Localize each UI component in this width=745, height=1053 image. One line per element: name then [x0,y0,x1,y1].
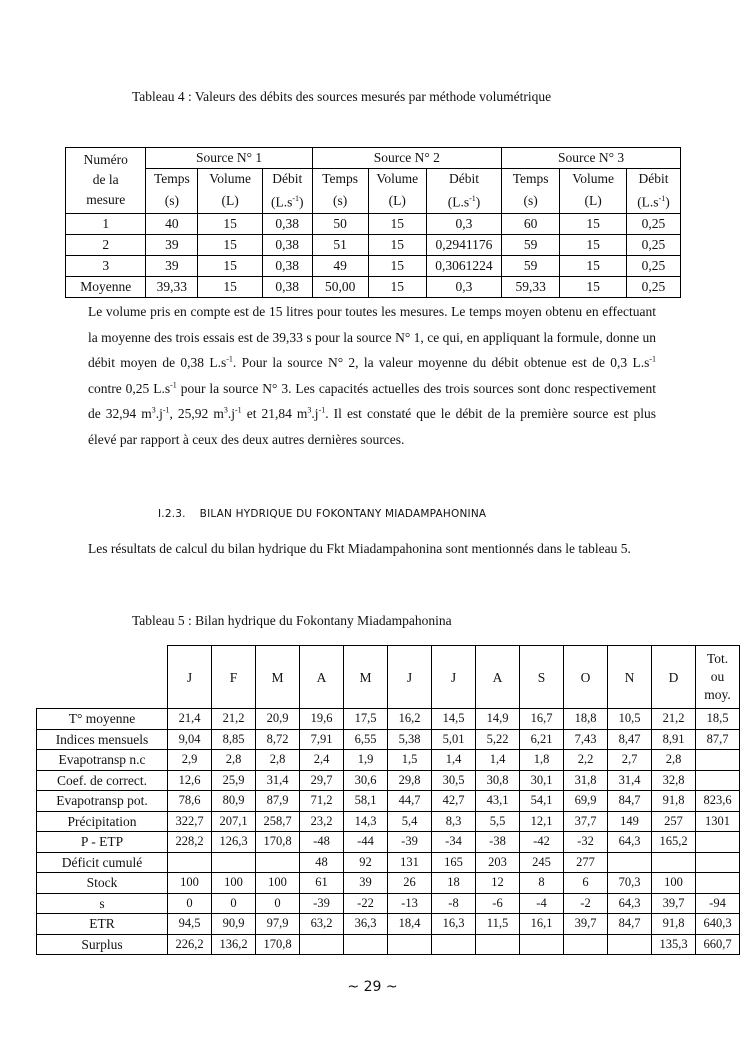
table-cell: -94 [696,893,740,914]
sub-header-top: Volume [560,169,627,190]
sub-header-top: Volume [368,169,426,190]
total-header-line: Tot. [706,651,729,666]
table-cell: 21,2 [652,709,696,730]
table-cell: 2,8 [652,750,696,771]
table-cell: 8,72 [256,729,300,750]
unit-close: ) [299,194,304,210]
table-row [37,934,740,955]
table-cell: 1301 [696,811,740,832]
row-label: Indices mensuels [37,729,168,750]
table-cell: 1,8 [520,750,564,771]
table-cell: -6 [476,893,520,914]
table-cell: 0,25 [626,276,680,297]
table-cell: 21,4 [168,709,212,730]
table-cell: 87,9 [256,791,300,812]
table-cell: 51 [312,234,368,255]
table-row [37,832,740,853]
table-cell: 15 [198,276,263,297]
table-cell: -8 [432,893,476,914]
table-cell: 15 [368,255,426,276]
table-cell: -34 [432,832,476,853]
page-number: ~ 29 ~ [347,979,398,995]
table-cell: 39,7 [564,914,608,935]
source-2-header: Source N° 2 [312,148,501,169]
table-cell: -22 [344,893,388,914]
table-cell: 14,5 [432,709,476,730]
month-header: O [564,646,608,709]
table-cell: 91,8 [652,914,696,935]
table-cell: 207,1 [212,811,256,832]
total-header [696,646,740,709]
table-row [66,276,681,297]
row-label: Surplus [37,934,168,955]
table-cell: 59 [502,255,560,276]
month-header: J [432,646,476,709]
table-cell: 135,3 [652,934,696,955]
table-cell: -32 [564,832,608,853]
table-cell: 37,7 [564,811,608,832]
table-cell: 31,4 [608,770,652,791]
table-row [37,791,740,812]
table-cell: 0,3 [426,276,501,297]
sub-header-top: Débit [262,169,312,190]
table-cell [388,934,432,955]
table-cell: 15 [560,234,627,255]
table-row [66,213,681,234]
month-header: M [256,646,300,709]
table-cell: 170,8 [256,934,300,955]
table-cell: 5,4 [388,811,432,832]
table-cell [652,852,696,873]
table-cell: -13 [388,893,432,914]
table-cell: 170,8 [256,832,300,853]
table-cell: 149 [608,811,652,832]
table-cell: 16,2 [388,709,432,730]
table-cell: 1,5 [388,750,432,771]
table-cell [476,934,520,955]
sub-header-unit: (s) [502,189,560,213]
table-cell: 1,9 [344,750,388,771]
month-header: D [652,646,696,709]
table-cell: 31,4 [256,770,300,791]
table-cell: 20,9 [256,709,300,730]
table-cell: 48 [300,852,344,873]
month-header: M [344,646,388,709]
table-cell: 0,25 [626,213,680,234]
table-cell: 30,5 [432,770,476,791]
table-cell: 97,9 [256,914,300,935]
table-cell: 8,91 [652,729,696,750]
table-cell: 0,38 [262,234,312,255]
table-cell [564,934,608,955]
table-cell: 21,2 [212,709,256,730]
table-cell: 17,5 [344,709,388,730]
table-cell: 84,7 [608,914,652,935]
table-cell: 31,8 [564,770,608,791]
table-cell: 2 [66,234,146,255]
table-cell: 43,1 [476,791,520,812]
table-cell: 16,7 [520,709,564,730]
table-cell: 1,4 [476,750,520,771]
table-cell: 322,7 [168,811,212,832]
month-header: A [300,646,344,709]
table-cell: 2,8 [256,750,300,771]
table-cell: 18,8 [564,709,608,730]
section-heading [158,508,486,520]
source-1-header: Source N° 1 [146,148,312,169]
table-cell: -4 [520,893,564,914]
table5-caption: Tableau 5 : Bilan hydrique du Fokontany Miadampahonina [132,613,452,628]
sub-header-top: Temps [502,169,560,190]
row-label: T° moyenne [37,709,168,730]
month-header: J [388,646,432,709]
table-cell: 12 [476,873,520,894]
table-cell: 7,43 [564,729,608,750]
table-cell: 100 [168,873,212,894]
table-cell: 15 [368,234,426,255]
table-cell: 8 [520,873,564,894]
unit-exponent: -1 [469,194,476,203]
unit-exponent: -1 [292,194,299,203]
table-cell [608,934,652,955]
table-cell: 15 [198,255,263,276]
table-cell [696,770,740,791]
table-cell: 49 [312,255,368,276]
table-cell: 2,4 [300,750,344,771]
sub-header-top: Temps [312,169,368,190]
month-header: S [520,646,564,709]
unit-base: (L.s [637,194,659,210]
corner-blank [37,646,168,709]
table-row [37,811,740,832]
table-cell [696,873,740,894]
month-header: A [476,646,520,709]
table-cell: 8,47 [608,729,652,750]
table-row [66,255,681,276]
table-cell: -48 [300,832,344,853]
table-cell: 58,1 [344,791,388,812]
table-cell: 640,3 [696,914,740,935]
table-cell: 16,1 [520,914,564,935]
month-header: N [608,646,652,709]
row-label: Stock [37,873,168,894]
table-cell: -39 [300,893,344,914]
table-cell: 5,38 [388,729,432,750]
paragraph-2: Les résultats de calcul du bilan hydrique du Fkt Miadampahonina sont mentionnés dans le tableau 5. [88,541,631,556]
sub-header-unit: (s) [146,189,198,213]
sub-header-unit [426,189,501,213]
table-cell: 14,3 [344,811,388,832]
table-5 [36,645,740,955]
table-cell: 78,6 [168,791,212,812]
table-cell: 18,4 [388,914,432,935]
table-row [37,729,740,750]
table-cell: 15 [368,276,426,297]
table-cell: 15 [198,234,263,255]
table-cell: 69,9 [564,791,608,812]
table-4 [65,147,681,298]
total-header-line: ou [710,669,725,684]
table-cell: 3 [66,255,146,276]
sub-header-unit: (L) [368,189,426,213]
table-cell: 660,7 [696,934,740,955]
sub-header-top: Temps [146,169,198,190]
table-cell: 2,7 [608,750,652,771]
table-cell: 0,25 [626,234,680,255]
row-label: Précipitation [37,811,168,832]
table-cell: 32,8 [652,770,696,791]
table-cell: 71,2 [300,791,344,812]
total-header-line: moy. [704,687,731,702]
section-number: I.2.3. [158,508,186,520]
table-cell: 18 [432,873,476,894]
table-cell: 60 [502,213,560,234]
table-row [66,234,681,255]
table-cell: 39,33 [146,276,198,297]
table-cell: 6 [564,873,608,894]
table-cell: 39 [146,234,198,255]
unit-base: (L.s [270,194,293,210]
sub-header-top: Débit [426,169,501,190]
table-cell: 100 [652,873,696,894]
table-cell: 165,2 [652,832,696,853]
table-cell: 29,7 [300,770,344,791]
table-cell: 59 [502,234,560,255]
table-cell: 25,9 [212,770,256,791]
table-cell: 136,2 [212,934,256,955]
table-cell: 39,7 [652,893,696,914]
sub-header-unit: (s) [312,189,368,213]
sub-header-top: Volume [198,169,263,190]
table-cell: 50 [312,213,368,234]
table-cell: 70,3 [608,873,652,894]
table-cell: 15 [198,213,263,234]
table-cell: 6,55 [344,729,388,750]
table-cell: 15 [560,255,627,276]
table-cell: 5,01 [432,729,476,750]
table-cell: 40 [146,213,198,234]
table-cell: 0 [212,893,256,914]
sub-header-top: Débit [626,169,680,190]
table-cell: 87,7 [696,729,740,750]
sub-header-unit [626,189,680,213]
table-cell: 0,38 [262,276,312,297]
table-cell [608,852,652,873]
table-cell: 12,6 [168,770,212,791]
table-cell: 15 [560,213,627,234]
table-cell: 1 [66,213,146,234]
table-cell: 823,6 [696,791,740,812]
row-label: Evapotransp pot. [37,791,168,812]
table-cell: 0,3061224 [426,255,501,276]
table-row [37,750,740,771]
table-cell: 91,8 [652,791,696,812]
table-cell: 2,8 [212,750,256,771]
table-row [37,770,740,791]
month-header: J [168,646,212,709]
table-cell: 29,8 [388,770,432,791]
table-cell: 226,2 [168,934,212,955]
table-cell: 257 [652,811,696,832]
table-cell: 0,25 [626,255,680,276]
table-cell: 30,8 [476,770,520,791]
table-cell: 11,5 [476,914,520,935]
table-cell: 54,1 [520,791,564,812]
table-cell: 0,2941176 [426,234,501,255]
table-cell: 84,7 [608,791,652,812]
table-row [37,914,740,935]
table-cell: -38 [476,832,520,853]
table-cell: 30,1 [520,770,564,791]
table-cell: 90,9 [212,914,256,935]
table-cell: 50,00 [312,276,368,297]
sub-header-unit: (L) [198,189,263,213]
table-cell: 30,6 [344,770,388,791]
table-cell: 92 [344,852,388,873]
table-cell: 26 [388,873,432,894]
table-cell [256,852,300,873]
table-cell: 0,3 [426,213,501,234]
unit-base: (L.s [447,194,470,210]
table-cell: 9,04 [168,729,212,750]
table-cell: 39 [344,873,388,894]
row-label: Déficit cumulé [37,852,168,873]
table-cell: 5,5 [476,811,520,832]
table-cell [520,934,564,955]
table4-caption: Tableau 4 : Valeurs des débits des sources mesurés par méthode volumétrique [132,89,552,104]
table-cell: -42 [520,832,564,853]
table-cell: 0,38 [262,213,312,234]
table-cell: 258,7 [256,811,300,832]
table-cell [696,750,740,771]
table-cell: 14,9 [476,709,520,730]
paragraph-1: Le volume pris en compte est de 15 litres pour toutes les mesures. Le temps moyen obtenu en effectuant la moyenne des trois essais est de 39,33 s pour la source N° 1, ce qui, en appliquant la formule, donne un débit moyen de 0,38 $L.s^{-1}$. Pour la source N° 2, la valeur moyenne du débit obtenue est de 0,3 $L.s^{-1}$ contre 0,25 $L.s^{-1}$ pour la source N° 3. Les capacités actuelles des trois sources sont donc respectivement de 32,94 $m^3.j^{-1}$, 25,92 $m^3.j^{-1}$ et 21,84 $m^3.j^{-1}$. Il est constaté que le débit de la première source est plus élevé par rapport à ceux des deux autres dernières sources. [88,304,656,447]
table-cell: 2,9 [168,750,212,771]
table-cell: 126,3 [212,832,256,853]
table-cell [696,852,740,873]
month-header: F [212,646,256,709]
table-cell: -44 [344,832,388,853]
table-row [37,873,740,894]
table-cell: 23,2 [300,811,344,832]
table-cell [300,934,344,955]
table-cell: 2,2 [564,750,608,771]
table-cell: 7,91 [300,729,344,750]
table-cell: 100 [212,873,256,894]
table-cell: 1,4 [432,750,476,771]
row-label: P - ETP [37,832,168,853]
table-cell: 64,3 [608,893,652,914]
table-cell: 165 [432,852,476,873]
source-3-header: Source N° 3 [502,148,681,169]
table-cell: 15 [560,276,627,297]
table-row [37,893,740,914]
numero-header: Numéro de la mesure [66,148,146,214]
table-cell: 44,7 [388,791,432,812]
table-cell: 64,3 [608,832,652,853]
sub-header-unit [262,189,312,213]
table-cell: 15 [368,213,426,234]
table-cell: 6,21 [520,729,564,750]
table-cell: -39 [388,832,432,853]
table-row [37,852,740,873]
table-cell: 5,22 [476,729,520,750]
table-row [37,709,740,730]
table-cell [344,934,388,955]
table-cell: 8,85 [212,729,256,750]
table-cell: 80,9 [212,791,256,812]
table-cell: 245 [520,852,564,873]
table-cell: 131 [388,852,432,873]
table-cell: 61 [300,873,344,894]
table-cell: 19,6 [300,709,344,730]
table-cell: 277 [564,852,608,873]
table-cell: 10,5 [608,709,652,730]
table-cell: 16,3 [432,914,476,935]
row-label: Evapotransp n.c [37,750,168,771]
table-cell: 94,5 [168,914,212,935]
unit-exponent: -1 [658,194,666,203]
section-title: BILAN HYDRIQUE DU FOKONTANY MIADAMPAHONINA [199,508,487,520]
table-cell: 18,5 [696,709,740,730]
unit-close: ) [665,194,670,210]
table-cell: 63,2 [300,914,344,935]
table-cell: 100 [256,873,300,894]
table-cell: 203 [476,852,520,873]
table-cell: 0 [168,893,212,914]
table-cell: Moyenne [66,276,146,297]
table-cell: 39 [146,255,198,276]
unit-close: ) [475,194,481,210]
table-cell: 0,38 [262,255,312,276]
table-cell: 59,33 [502,276,560,297]
table-cell [212,852,256,873]
table-cell: 228,2 [168,832,212,853]
table-cell [696,832,740,853]
table-cell: 36,3 [344,914,388,935]
sub-header-unit: (L) [560,189,627,213]
row-label: Coef. de correct. [37,770,168,791]
table-cell: 12,1 [520,811,564,832]
table-cell: 42,7 [432,791,476,812]
table-cell [432,934,476,955]
table-cell: -2 [564,893,608,914]
table-cell: 0 [256,893,300,914]
table-cell: 8,3 [432,811,476,832]
row-label: ETR [37,914,168,935]
row-label: s [37,893,168,914]
table-cell [168,852,212,873]
